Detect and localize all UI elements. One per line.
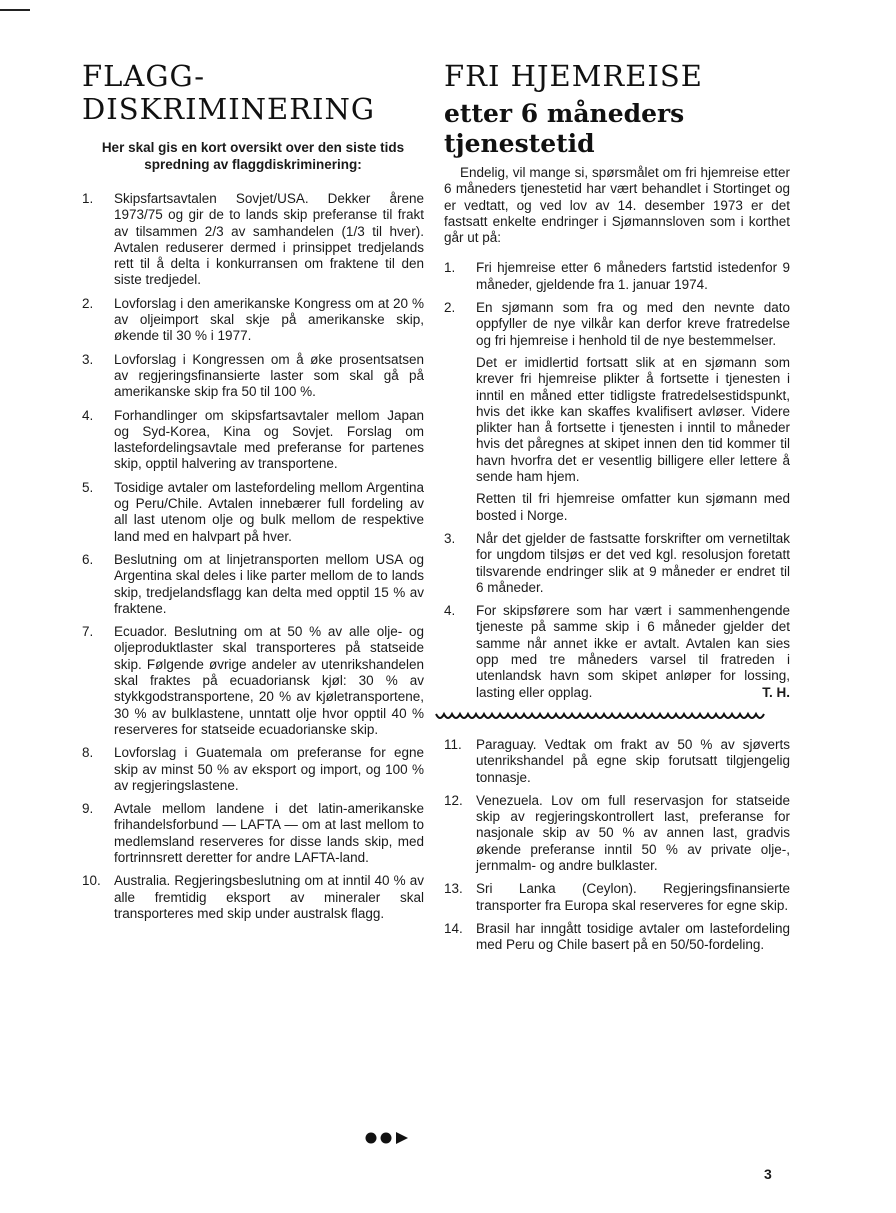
left-intro: Her skal gis en kort oversikt over den siste tids spredning av flaggdiskriminering:	[101, 140, 405, 172]
list-item	[444, 531, 790, 596]
item-number: 9.	[82, 801, 94, 817]
item-number: 7.	[82, 624, 94, 640]
list-item	[444, 881, 790, 914]
left-column	[82, 60, 424, 929]
item-text: Sri Lanka (Ceylon). Regjeringsfinansierte transporter fra Europa skal reserveres for egne skip.	[476, 881, 790, 913]
item-number: 1.	[82, 191, 94, 206]
item-text: Skipsfartsavtalen Sovjet/USA. Dekker årene 1973/75 og gir de to lands skip preferanse til frakt av tilsammen 2/3 av samhandelen (1/3 til hver). Avtalen reduserer dermed i prinsippet tredjelands rett til å delta i konkurransen om fraktene til den siste tredjedel.	[114, 191, 424, 288]
item-text: Avtale mellom landene i det latin-amerikanske frihandelsforbund — LAFTA — om at last mellom to medlemsland reserveres for disse lands skip, med fortrinnsrett deretter for andre LAFTA-land.	[114, 801, 424, 865]
item-text: Ecuador. Beslutning om at 50 % av alle olje- og oljeproduktlaster skal transporteres på statseide skip. Følgende øvrige andeler av utenrikshandelen skal fraktes på ecuadoriansk kjøl: 30 % av stykkgodstransportene, 20 % av kjøletransportene, 30 % av bulklastene, unntatt olje hvor opptil 40 % reserveres for statseide ecuadorianske skip.	[114, 624, 424, 737]
continue-arrow-icon	[364, 1130, 416, 1146]
corner-rule	[0, 9, 30, 11]
right-subtitle: etter 6 måneders tjenestetid	[444, 99, 685, 158]
signature: T. H.	[762, 684, 790, 700]
item-text: Forhandlinger om skipsfartsavtaler mellom Japan og Syd-Korea, Kina og Sovjet. Forslag om lastefordelingsavtale med preferanse for partenes skip, opptil halvering av transportene.	[114, 407, 424, 472]
wavy-divider	[434, 709, 780, 723]
item-text: Lovforslag i Kongressen om å øke prosentsatsen av regjeringsfinansierte laster som skal gå på amerikanske skip fra 50 til 100 %.	[114, 351, 424, 400]
item-number: 12.	[444, 792, 463, 808]
item-number: 3.	[444, 530, 456, 546]
item-text: Beslutning om at linjetransporten mellom USA og Argentina skal deles i like parter mellom de to lands skip, tredjelandsflagg kan delta med opptil 15 % av fraktene.	[114, 551, 424, 616]
page-number: 3	[764, 1166, 772, 1182]
list-item	[82, 745, 424, 794]
item-text: Når det gjelder de fastsatte forskrifter om vernetiltak for ungdom tilsjøs er det ved kgl. resolusjon foretatt tilsvarende endringer slik at 9 måneder er endret til 6 måneder.	[476, 530, 790, 595]
list-item	[444, 260, 790, 293]
item-paragraph: En sjømann som fra og med den nevnte dato oppfyller de nye vilkår kan derfor kreve fratredelse og fri hjemreise i henhold til de nye bestemmelser.	[476, 300, 790, 348]
item-text: Lovforslag i Guatemala om preferanse for egne skip av minst 50 % av eksport og import, og 100 % av regjeringslastene.	[114, 745, 424, 793]
right-intro: Endelig, vil mange si, spørsmålet om fri hjemreise etter 6 måneders tjenestetid har vært behandlet i Stortinget og er vedtatt, og ved lov av 14. desember 1973 er det fastsatt enkelte endringer i Sjømannsloven som i korthet går ut på:	[444, 165, 790, 246]
list-item	[444, 603, 790, 701]
list-item	[82, 352, 424, 401]
item-number: 14.	[444, 920, 463, 936]
item-number: 5.	[82, 479, 94, 495]
item-text: Lovforslag i den amerikanske Kongress om at 20 % av oljeimport skal skje på amerikanske skip, økende til 30 % i 1977.	[114, 295, 424, 344]
left-title-line-1: FLAGG-	[82, 59, 205, 93]
item-number: 4.	[444, 603, 456, 619]
item-number: 2.	[444, 300, 456, 316]
list-item	[82, 873, 424, 922]
continued-list	[444, 737, 790, 954]
list-item	[82, 624, 424, 738]
list-item	[82, 296, 424, 345]
left-list	[82, 191, 424, 922]
list-item	[82, 191, 424, 289]
list-item	[82, 552, 424, 617]
left-title-line-2: DISKRIMINERING	[82, 92, 376, 126]
item-text: For skipsførere som har vært i sammenhengende tjeneste på samme skip i 6 måneder gjelder det samme når annet ikke er avtalt. Avtalen kan sies opp med tre måneders varsel til fratreden i utenlandsk havn som skipet anløper for lossing, lasting eller opplag.	[476, 603, 790, 700]
item-number: 10.	[82, 873, 101, 889]
item-text: Venezuela. Lov om full reservasjon for statseide skip av regjeringskontrollert last, preferanse for nasjonale skip av 50 % av annen last, gradvis økende preferanse inntil 50 % av private olje-, jernmalm- og andre bulklaster.	[476, 792, 790, 873]
item-text: Tosidige avtaler om lastefordeling mellom Argentina og Peru/Chile. Avtalen innebærer full fordeling av all last utenom olje og bulk mellom de respektive land med en halvpart på hver.	[114, 479, 424, 544]
item-paragraph: Det er imidlertid fortsatt slik at en sjømann som krever fri hjemreise plikter å fortsette i tjenesten i inntil en måned etter tidligste fratredelsestidspunkt, hvis det ikke kan skaffes kvalifisert avløser. Videre plikter han å fortsette i tjenesten i inntil to måneder hvis det påregnes at skipet innen den tid kommer til havn hvorfra det er vesentlig billigere eller lettere å sende ham hjem.	[476, 354, 790, 485]
list-item	[82, 408, 424, 473]
list-item	[444, 737, 790, 786]
item-number: 1.	[444, 260, 456, 276]
right-column	[444, 60, 790, 960]
item-text: Australia. Regjeringsbeslutning om at inntil 40 % av alle fremtidig eksport av mineraler skal transporteres med skip under australsk flagg.	[114, 873, 424, 921]
right-list	[444, 260, 790, 700]
item-number: 6.	[82, 551, 94, 567]
list-item	[444, 793, 790, 874]
list-item	[82, 801, 424, 866]
item-number: 2.	[82, 295, 94, 311]
item-number: 4.	[82, 407, 94, 423]
item-paragraph: Retten til fri hjemreise omfatter kun sjømann med bosted i Norge.	[476, 491, 790, 523]
item-number: 13.	[444, 881, 463, 897]
item-text: Fri hjemreise etter 6 måneders fartstid istedenfor 9 måneder, gjeldende fra 1. januar 1974.	[476, 260, 790, 292]
right-title: FRI HJEMREISE	[444, 59, 703, 93]
item-number: 11.	[444, 736, 462, 752]
list-item	[444, 921, 790, 954]
list-item	[82, 480, 424, 545]
item-number: 8.	[82, 745, 94, 761]
item-text: Brasil har inngått tosidige avtaler om lastefordeling med Peru og Chile basert på en 50/50-fordeling.	[476, 920, 790, 953]
list-item	[444, 300, 790, 524]
left-title	[82, 60, 424, 126]
item-number: 3.	[82, 351, 94, 367]
item-text: Paraguay. Vedtak om frakt av 50 % av sjøverts utenrikshandel på egne skip forutsatt tilgjengelig tonnasje.	[476, 736, 790, 785]
